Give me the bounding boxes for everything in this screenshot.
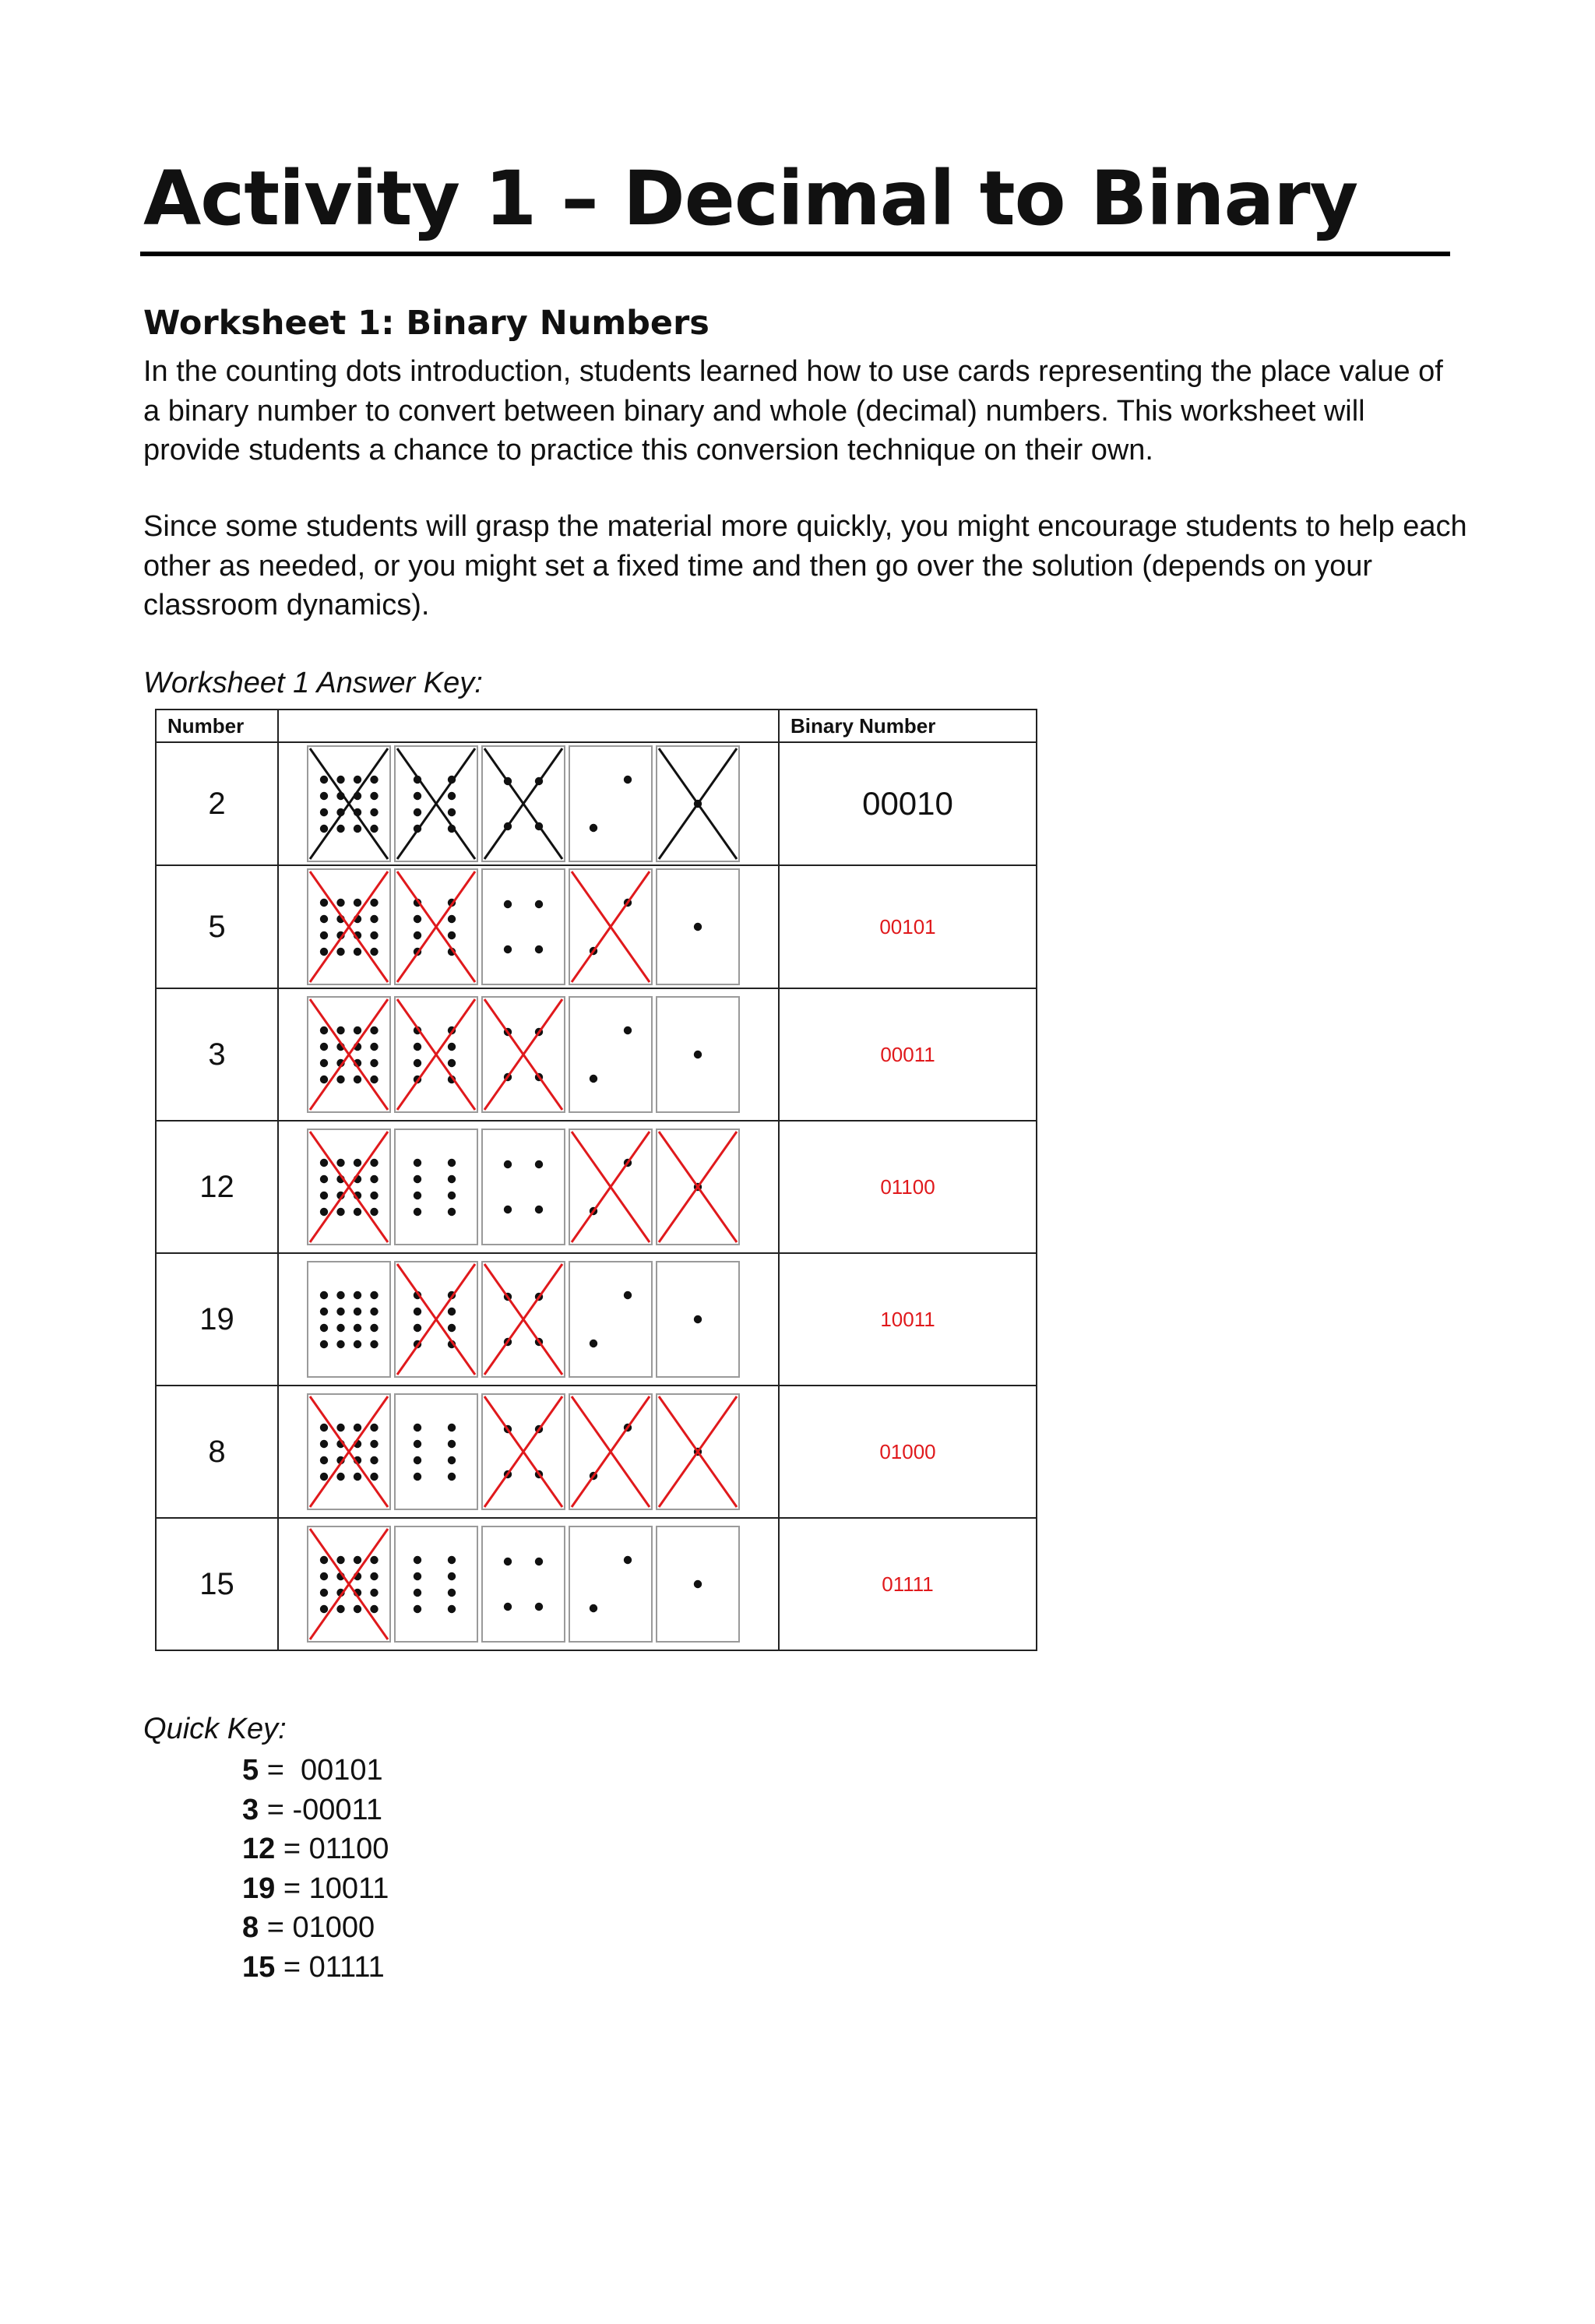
- binary-number-cell: [779, 988, 1037, 1121]
- dot: [370, 1572, 378, 1580]
- dot: [320, 1208, 328, 1216]
- dot-card-graphic: [657, 998, 738, 1111]
- dot-card-graphic: [396, 1262, 477, 1376]
- dot: [354, 1291, 361, 1299]
- dot: [370, 1308, 378, 1315]
- dot: [694, 1051, 702, 1058]
- dot: [370, 1424, 378, 1431]
- dot-card-1: [656, 1129, 740, 1245]
- dot: [320, 792, 328, 800]
- dot-card-4: [481, 868, 565, 985]
- quick-key-decimal: 12: [242, 1833, 276, 1865]
- dot-card-8: [394, 996, 478, 1113]
- dot-card-graphic: [657, 1527, 738, 1641]
- dot: [320, 931, 328, 939]
- dot-card-graphic: [308, 870, 389, 984]
- dot: [320, 1440, 328, 1448]
- dot-card-16: [307, 1393, 391, 1510]
- dot-card-1: [656, 1261, 740, 1378]
- dot-card-1: [656, 1526, 740, 1643]
- dot: [414, 1424, 421, 1431]
- dot-card-2: [569, 996, 653, 1113]
- dot-card-graphic: [657, 1130, 738, 1244]
- dot: [336, 1291, 344, 1299]
- decimal-number-cell: 15: [156, 1518, 278, 1650]
- dot-card-graphic: [396, 1395, 477, 1509]
- quick-key-item: [242, 1869, 389, 1909]
- decimal-number-cell: 3: [156, 988, 278, 1121]
- dot: [320, 1159, 328, 1167]
- dot: [370, 1291, 378, 1299]
- dot: [694, 923, 702, 931]
- dot: [448, 1308, 456, 1315]
- dot: [370, 1026, 378, 1034]
- dot-card-graphic: [570, 747, 651, 861]
- dot: [448, 808, 456, 816]
- answer-key-row: [156, 742, 1037, 865]
- dot: [448, 1192, 456, 1199]
- binary-number-cell: [779, 1253, 1037, 1386]
- dot: [448, 1324, 456, 1332]
- quick-key-item: [242, 1948, 389, 1988]
- dot: [370, 1059, 378, 1067]
- dot-cards-cell: [278, 1253, 779, 1386]
- answer-binary-value: 01111: [882, 1572, 934, 1596]
- dot: [354, 825, 361, 833]
- dot-card-graphic: [308, 1262, 389, 1376]
- quick-key-decimal: 5: [242, 1754, 259, 1787]
- guidance-paragraph: Since some students will grasp the material more quickly, you might encourage students to help each other as needed, or you might set a fixed time and then go over the solution (depends on your classroom dynamics).: [143, 510, 1467, 621]
- dot: [624, 776, 632, 783]
- dot: [354, 899, 361, 907]
- dot: [354, 776, 361, 783]
- dot-card-graphic: [483, 1395, 564, 1509]
- answer-binary-value: 10011: [880, 1307, 935, 1331]
- dot: [320, 825, 328, 833]
- dot-card-4: [481, 1393, 565, 1510]
- dot: [504, 900, 512, 908]
- dot: [320, 1076, 328, 1083]
- dot: [354, 1473, 361, 1481]
- dot: [370, 948, 378, 956]
- dot: [414, 1440, 421, 1448]
- dot-card-graphic: [657, 1262, 738, 1376]
- dot: [370, 931, 378, 939]
- dot: [354, 948, 361, 956]
- dot-cards-cell: [278, 742, 779, 865]
- dot: [354, 1605, 361, 1613]
- dot: [320, 1456, 328, 1464]
- answer-key-row: [156, 1518, 1037, 1650]
- dot: [535, 1206, 543, 1213]
- dot: [370, 1159, 378, 1167]
- dot: [320, 1473, 328, 1481]
- dot: [414, 1208, 421, 1216]
- answer-binary-value: 01100: [880, 1174, 935, 1199]
- dot: [590, 1340, 597, 1347]
- quick-key-decimal: 19: [242, 1872, 276, 1905]
- dot-card-16: [307, 996, 391, 1113]
- dot: [320, 1192, 328, 1199]
- dot: [320, 1026, 328, 1034]
- dot: [504, 1558, 512, 1565]
- intro-paragraph: In the counting dots introduction, students learned how to use cards representing the place value of a binary number to convert between binary and whole (decimal) numbers. This worksheet will provide students a chance to practice this conversion technique on their own.: [143, 355, 1443, 467]
- dot-card-graphic: [308, 1130, 389, 1244]
- dot: [590, 1075, 597, 1083]
- dot-card-graphic: [570, 1395, 651, 1509]
- dot-card-graphic: [308, 998, 389, 1111]
- dot: [354, 1159, 361, 1167]
- dot: [370, 899, 378, 907]
- dot-card-graphic: [396, 1527, 477, 1641]
- quick-key-item: [242, 1791, 389, 1830]
- dot-card-1: [656, 1393, 740, 1510]
- dot: [414, 1308, 421, 1315]
- dot-card-1: [656, 868, 740, 985]
- dot-card-2: [569, 1393, 653, 1510]
- binary-number-cell: [779, 1518, 1037, 1650]
- cards-column-header: [278, 710, 779, 742]
- quick-key-binary: 10011: [308, 1872, 389, 1905]
- dot-cards-cell: [278, 1121, 779, 1253]
- dot: [448, 1175, 456, 1183]
- dot: [370, 1440, 378, 1448]
- answer-key-row: [156, 1386, 1037, 1518]
- binary-number-cell: [779, 1386, 1037, 1518]
- section-heading: Worksheet 1: Binary Numbers: [143, 304, 709, 343]
- dot-card-1: [656, 996, 740, 1113]
- dot: [320, 1059, 328, 1067]
- dot: [336, 776, 344, 783]
- dot: [336, 1308, 344, 1315]
- dot: [370, 1192, 378, 1199]
- dot-card-16: [307, 1526, 391, 1643]
- quick-key-equals: =: [275, 1950, 309, 1984]
- dot: [370, 808, 378, 816]
- title-underline: [140, 252, 1450, 256]
- dot: [694, 1315, 702, 1323]
- dot: [320, 1175, 328, 1183]
- dot: [624, 1026, 632, 1034]
- dot: [354, 1424, 361, 1431]
- dot-card-graphic: [570, 1130, 651, 1244]
- dot: [448, 792, 456, 800]
- dot-card-16: [307, 745, 391, 862]
- dot-card-8: [394, 1526, 478, 1643]
- dot-card-1: [656, 745, 740, 862]
- dot-card-2: [569, 1261, 653, 1378]
- dot: [414, 1159, 421, 1167]
- quick-key-binary: 01000: [292, 1911, 375, 1944]
- dot: [354, 1324, 361, 1332]
- dot: [448, 1456, 456, 1464]
- dot: [414, 915, 421, 923]
- binary-column-header: Binary Number: [779, 710, 1037, 742]
- dot: [336, 1605, 344, 1613]
- dot: [336, 1340, 344, 1348]
- dot: [504, 1206, 512, 1213]
- dot-card-graphic: [308, 1395, 389, 1509]
- dot: [336, 825, 344, 833]
- dot: [448, 1043, 456, 1051]
- dot-card-8: [394, 1261, 478, 1378]
- dot: [320, 915, 328, 923]
- dot-cards-cell: [278, 865, 779, 988]
- dot-card-graphic: [483, 1130, 564, 1244]
- dot: [320, 1043, 328, 1051]
- dot: [504, 1160, 512, 1168]
- dot-card-graphic: [570, 1527, 651, 1641]
- dot-card-8: [394, 1129, 478, 1245]
- answer-key-caption: Worksheet 1 Answer Key:: [143, 667, 483, 699]
- decimal-number-cell: 8: [156, 1386, 278, 1518]
- dot: [336, 948, 344, 956]
- dot-card-4: [481, 1526, 565, 1643]
- dot: [336, 899, 344, 907]
- dot: [370, 1456, 378, 1464]
- dot: [535, 1603, 543, 1611]
- answer-key-row: [156, 988, 1037, 1121]
- dot-card-16: [307, 1261, 391, 1378]
- dot-card-graphic: [570, 998, 651, 1111]
- quick-key-binary: 01100: [308, 1833, 389, 1865]
- dot: [535, 1558, 543, 1565]
- dot-card-4: [481, 745, 565, 862]
- dot: [370, 1076, 378, 1083]
- dot: [414, 1589, 421, 1597]
- answer-key-header-row: [156, 710, 1037, 742]
- dot-card-graphic: [483, 747, 564, 861]
- quick-key-binary: -00011: [292, 1793, 382, 1826]
- dot: [504, 945, 512, 953]
- binary-number-cell: [779, 865, 1037, 988]
- dot-card-graphic: [657, 1395, 738, 1509]
- dot-card-16: [307, 868, 391, 985]
- dot-cards-cell: [278, 988, 779, 1121]
- dot-card-2: [569, 745, 653, 862]
- dot-card-2: [569, 1526, 653, 1643]
- dot: [414, 1175, 421, 1183]
- dot: [336, 1026, 344, 1034]
- dot: [448, 1473, 456, 1481]
- dot-card-2: [569, 868, 653, 985]
- dot: [354, 1308, 361, 1315]
- dot: [624, 1556, 632, 1564]
- dot: [414, 1043, 421, 1051]
- dot: [448, 915, 456, 923]
- decimal-number-cell: 19: [156, 1253, 278, 1386]
- dot-card-graphic: [570, 870, 651, 984]
- dot: [414, 931, 421, 939]
- dot: [370, 1043, 378, 1051]
- dot: [320, 948, 328, 956]
- quick-key-equals: =: [275, 1872, 309, 1905]
- quick-key-caption: Quick Key:: [143, 1713, 287, 1745]
- dot-card-graphic: [570, 1262, 651, 1376]
- dot: [590, 1604, 597, 1612]
- example-binary-value: 00010: [862, 785, 953, 822]
- dot: [414, 1059, 421, 1067]
- dot-card-4: [481, 996, 565, 1113]
- dot: [414, 1605, 421, 1613]
- dot-card-graphic: [308, 747, 389, 861]
- dot-card-graphic: [657, 870, 738, 984]
- dot: [448, 1605, 456, 1613]
- dot: [414, 808, 421, 816]
- dot: [320, 1424, 328, 1431]
- answer-key-table: [155, 709, 1037, 1651]
- dot: [414, 792, 421, 800]
- dot: [448, 931, 456, 939]
- answer-binary-value: 01000: [879, 1439, 936, 1463]
- quick-key-decimal: 15: [242, 1950, 276, 1984]
- dot: [414, 1556, 421, 1564]
- dot: [320, 1589, 328, 1597]
- dot: [336, 1076, 344, 1083]
- dot-card-graphic: [483, 870, 564, 984]
- dot: [624, 1291, 632, 1299]
- dot: [320, 1605, 328, 1613]
- quick-key-item: [242, 1829, 389, 1869]
- dot: [354, 1076, 361, 1083]
- quick-key-binary: 01111: [308, 1950, 385, 1984]
- answer-binary-value: 00011: [880, 1042, 935, 1066]
- dot: [336, 1159, 344, 1167]
- dot-card-4: [481, 1129, 565, 1245]
- dot: [414, 1192, 421, 1199]
- dot-cards-cell: [278, 1386, 779, 1518]
- dot: [370, 915, 378, 923]
- dot: [320, 776, 328, 783]
- dot: [320, 1308, 328, 1315]
- binary-number-cell: [779, 1121, 1037, 1253]
- dot: [336, 1424, 344, 1431]
- dot-card-graphic: [396, 998, 477, 1111]
- dot: [320, 1572, 328, 1580]
- dot: [414, 1473, 421, 1481]
- answer-binary-value: 00101: [879, 914, 936, 938]
- dot: [590, 824, 597, 832]
- dot: [320, 1556, 328, 1564]
- dot: [414, 1572, 421, 1580]
- dot: [370, 1473, 378, 1481]
- dot-card-8: [394, 745, 478, 862]
- dot-card-graphic: [396, 1130, 477, 1244]
- dot: [448, 1572, 456, 1580]
- dot: [448, 1059, 456, 1067]
- dot: [414, 1324, 421, 1332]
- dot: [354, 1026, 361, 1034]
- dot: [354, 1208, 361, 1216]
- quick-key-decimal: 8: [242, 1911, 259, 1944]
- dot-card-4: [481, 1261, 565, 1378]
- dot: [370, 776, 378, 783]
- dot: [320, 808, 328, 816]
- decimal-number-cell: 12: [156, 1121, 278, 1253]
- dot: [370, 1556, 378, 1564]
- dot-card-graphic: [483, 998, 564, 1111]
- dot: [320, 1324, 328, 1332]
- quick-key-binary: 00101: [301, 1754, 383, 1787]
- dot: [448, 1424, 456, 1431]
- decimal-number-cell: 5: [156, 865, 278, 988]
- dot: [414, 1456, 421, 1464]
- dot: [370, 825, 378, 833]
- decimal-number-cell: 2: [156, 742, 278, 865]
- dot-card-graphic: [483, 1527, 564, 1641]
- quick-key-list: [242, 1751, 389, 1987]
- answer-key-row: [156, 865, 1037, 988]
- dot: [354, 1340, 361, 1348]
- dot: [336, 1324, 344, 1332]
- dot: [504, 1603, 512, 1611]
- dot-card-2: [569, 1129, 653, 1245]
- dot-card-graphic: [657, 747, 738, 861]
- dot: [448, 1589, 456, 1597]
- dot: [448, 1159, 456, 1167]
- number-column-header: Number: [156, 710, 278, 742]
- dot: [535, 900, 543, 908]
- dot: [320, 1340, 328, 1348]
- dot-card-8: [394, 868, 478, 985]
- dot: [370, 792, 378, 800]
- quick-key-item: [242, 1908, 389, 1948]
- dot: [370, 1324, 378, 1332]
- dot-cards-cell: [278, 1518, 779, 1650]
- dot: [694, 1580, 702, 1588]
- dot: [336, 1208, 344, 1216]
- dot-card-graphic: [483, 1262, 564, 1376]
- quick-key-equals: =: [259, 1754, 301, 1787]
- dot: [448, 1208, 456, 1216]
- page-title: Activity 1 – Decimal to Binary: [143, 155, 1358, 242]
- binary-number-cell: [779, 742, 1037, 865]
- quick-key-equals: =: [259, 1911, 293, 1944]
- dot: [370, 1175, 378, 1183]
- quick-key-item: [242, 1751, 389, 1791]
- answer-key-row: [156, 1253, 1037, 1386]
- dot-card-graphic: [396, 747, 477, 861]
- dot: [448, 1440, 456, 1448]
- quick-key-equals: =: [259, 1793, 293, 1826]
- dot: [370, 1589, 378, 1597]
- quick-key-decimal: 3: [242, 1793, 259, 1826]
- dot: [336, 1473, 344, 1481]
- quick-key-equals: =: [275, 1833, 309, 1865]
- dot: [370, 1605, 378, 1613]
- dot-card-graphic: [396, 870, 477, 984]
- dot: [370, 1340, 378, 1348]
- answer-key-row: [156, 1121, 1037, 1253]
- dot: [354, 1556, 361, 1564]
- dot: [535, 945, 543, 953]
- dot: [535, 1160, 543, 1168]
- dot-card-16: [307, 1129, 391, 1245]
- dot-card-8: [394, 1393, 478, 1510]
- dot: [448, 1556, 456, 1564]
- dot: [370, 1208, 378, 1216]
- dot: [336, 1556, 344, 1564]
- dot-card-graphic: [308, 1527, 389, 1641]
- dot: [320, 1291, 328, 1299]
- dot: [320, 899, 328, 907]
